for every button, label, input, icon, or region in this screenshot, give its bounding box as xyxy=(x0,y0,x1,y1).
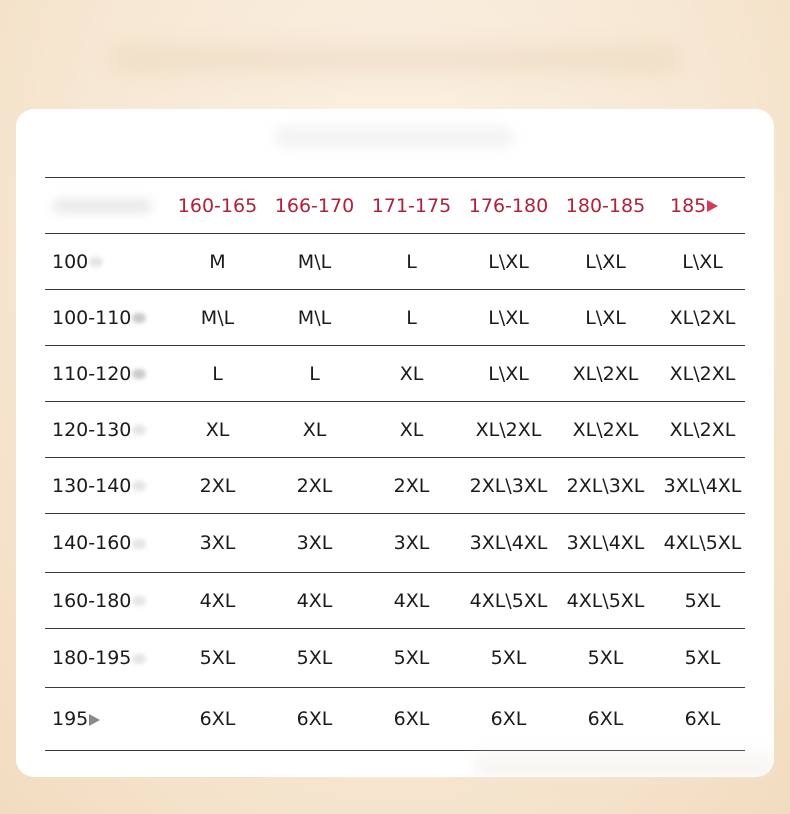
blurred-subtitle xyxy=(274,127,514,147)
arrow-right-icon xyxy=(707,200,718,212)
size-cell: 2XL xyxy=(199,474,236,497)
size-cell: 5XL xyxy=(684,589,721,612)
size-cell: 5XL xyxy=(199,647,236,669)
table-row xyxy=(45,234,745,290)
size-cell: 6XL xyxy=(490,708,527,730)
size-cell: 3XL\4XL xyxy=(566,532,645,554)
header-row xyxy=(45,177,745,234)
size-cell: M\L xyxy=(200,306,235,329)
size-cell: 4XL xyxy=(199,589,236,612)
size-cell: 3XL xyxy=(393,532,430,554)
weight-label: 100-110 xyxy=(52,306,132,329)
size-cell: 5XL xyxy=(393,647,430,669)
size-cell: L xyxy=(406,306,417,329)
table-row xyxy=(45,629,745,688)
height-header: 160-165 xyxy=(177,194,258,217)
weight-label: 180-195 xyxy=(52,647,132,669)
size-cell: XL xyxy=(205,418,230,441)
table-row xyxy=(45,346,745,402)
height-header: 171-175 xyxy=(371,194,452,217)
size-cell: L xyxy=(406,250,417,273)
size-cell: 2XL\3XL xyxy=(469,474,548,497)
weight-cell xyxy=(45,363,169,385)
weight-cell xyxy=(45,307,169,329)
size-cell: 2XL\3XL xyxy=(566,474,645,497)
weight-label: 120-130 xyxy=(52,418,132,441)
weight-label: 110-120 xyxy=(52,362,132,385)
size-cell: 6XL xyxy=(296,708,333,730)
size-cell: 2XL xyxy=(393,474,430,497)
size-cell: M\L xyxy=(297,250,332,273)
smudge-mark xyxy=(132,313,146,323)
size-cell: 4XL xyxy=(393,589,430,612)
size-cell: 3XL\4XL xyxy=(469,532,548,554)
size-cell: XL\2XL xyxy=(669,362,736,385)
size-cell: L\XL xyxy=(585,306,626,329)
weight-cell xyxy=(45,647,169,669)
size-cell: L\XL xyxy=(488,362,529,385)
height-header: 176-180 xyxy=(468,194,549,217)
weight-cell xyxy=(45,590,169,612)
size-cell: XL xyxy=(399,362,424,385)
weight-cell xyxy=(45,251,169,273)
size-cell: 4XL\5XL xyxy=(469,589,548,612)
size-cell: 3XL xyxy=(296,532,333,554)
weight-label: 100 xyxy=(52,250,89,273)
height-header: 180-185 xyxy=(565,194,646,217)
bottom-fade-decoration xyxy=(476,742,776,777)
arrow-right-icon xyxy=(89,714,100,726)
size-cell: 6XL xyxy=(684,708,721,730)
size-cell: XL xyxy=(399,418,424,441)
size-cell: XL\2XL xyxy=(572,362,639,385)
weight-label: 130-140 xyxy=(52,474,132,497)
size-cell: M xyxy=(209,250,226,273)
size-cell: L\XL xyxy=(682,250,723,273)
size-cell: L xyxy=(309,362,320,385)
smudge-mark xyxy=(132,654,146,664)
weight-cell xyxy=(45,708,169,730)
smudge-mark xyxy=(132,369,146,379)
size-cell: XL xyxy=(302,418,327,441)
table-row xyxy=(45,290,745,346)
table-row xyxy=(45,514,745,573)
size-cell: 2XL xyxy=(296,474,333,497)
weight-cell xyxy=(45,475,169,497)
smudge-mark xyxy=(132,596,146,606)
table-row xyxy=(45,458,745,514)
table-row xyxy=(45,402,745,458)
weight-label: 195 xyxy=(52,708,89,730)
corner-header-cell xyxy=(45,195,169,217)
size-cell: 4XL xyxy=(296,589,333,612)
size-cell: 5XL xyxy=(296,647,333,669)
smudge-mark xyxy=(132,425,146,435)
size-chart-table xyxy=(45,177,745,751)
weight-label: 140-160 xyxy=(52,532,132,554)
size-cell: 3XL\4XL xyxy=(663,474,742,497)
weight-cell xyxy=(45,419,169,441)
smudge-mark xyxy=(132,481,146,491)
weight-label: 160-180 xyxy=(52,589,132,612)
size-cell: L xyxy=(212,362,223,385)
table-row xyxy=(45,573,745,629)
size-cell: 3XL xyxy=(199,532,236,554)
size-cell: XL\2XL xyxy=(669,418,736,441)
smudge-mark xyxy=(89,257,103,267)
blurred-title xyxy=(110,45,680,73)
size-cell: 5XL xyxy=(684,647,721,669)
size-cell: 4XL\5XL xyxy=(663,532,742,554)
height-header-last xyxy=(654,195,751,217)
size-cell: 4XL\5XL xyxy=(566,589,645,612)
size-cell: 5XL xyxy=(587,647,624,669)
blurred-corner-label xyxy=(52,198,152,214)
size-cell: 6XL xyxy=(393,708,430,730)
size-chart-card xyxy=(16,109,774,777)
smudge-mark xyxy=(132,539,146,549)
height-header: 166-170 xyxy=(274,194,355,217)
size-cell: L\XL xyxy=(488,250,529,273)
size-cell: 6XL xyxy=(587,708,624,730)
height-header-label: 185 xyxy=(670,194,707,217)
size-cell: 6XL xyxy=(199,708,236,730)
size-cell: 5XL xyxy=(490,647,527,669)
size-cell: M\L xyxy=(297,306,332,329)
size-cell: XL\2XL xyxy=(572,418,639,441)
size-cell: XL\2XL xyxy=(669,306,736,329)
size-cell: L\XL xyxy=(488,306,529,329)
size-cell: L\XL xyxy=(585,250,626,273)
weight-cell xyxy=(45,532,169,554)
size-cell: XL\2XL xyxy=(475,418,542,441)
